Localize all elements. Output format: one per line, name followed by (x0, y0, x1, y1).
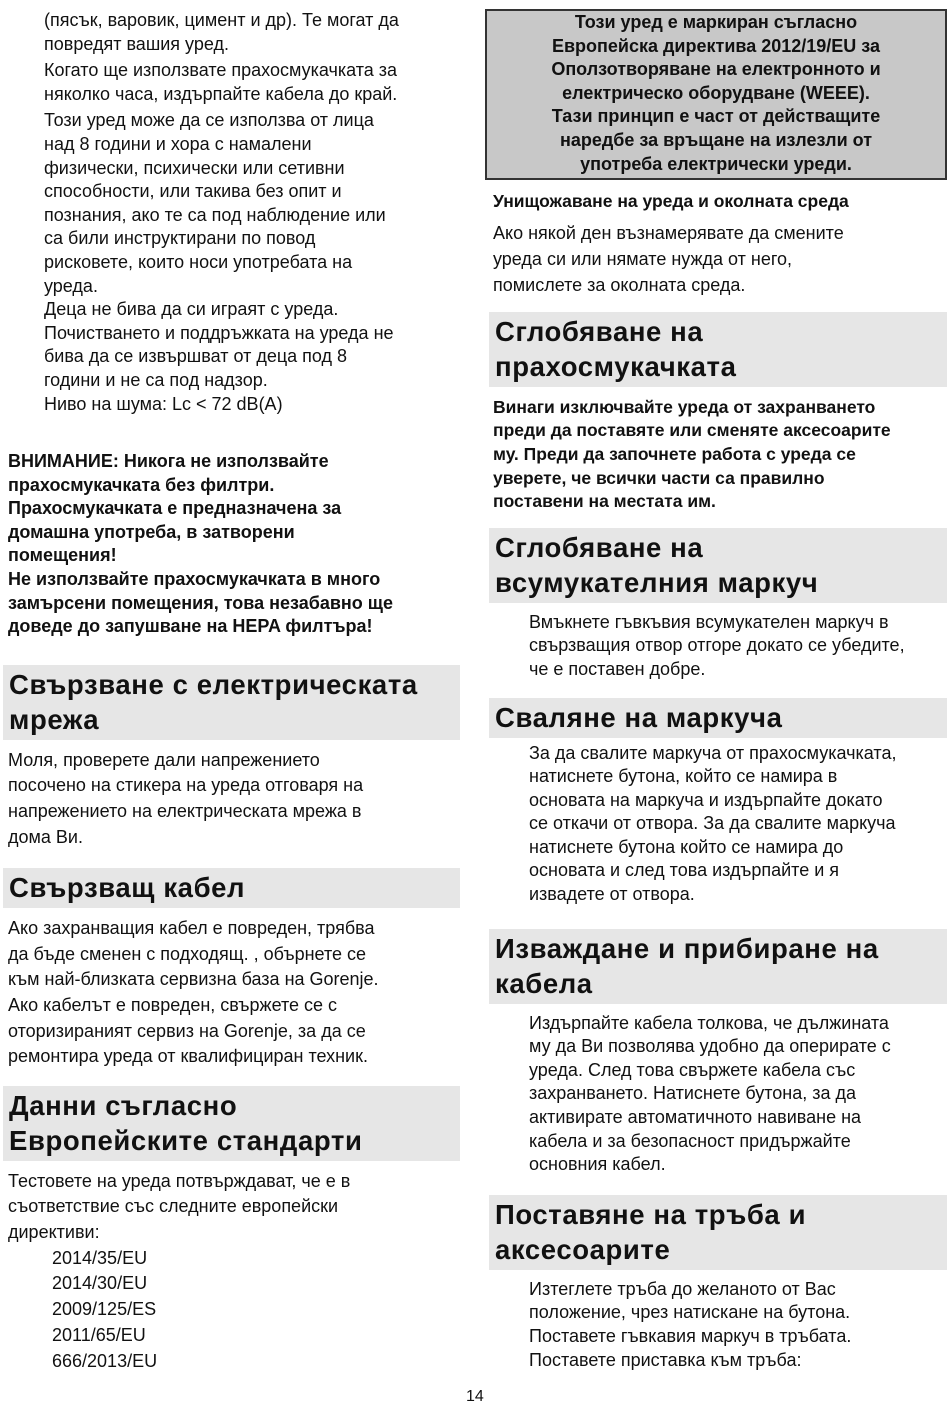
directive-item: 666/2013/EU (52, 1350, 158, 1371)
heading-cable-rewind: Изваждане и прибиране на кабела (489, 929, 947, 1004)
noise-level: Ниво на шума: Lc < 72 dB(A) (44, 393, 283, 414)
weee-box: Този уред е маркиран съгласно Европейска директива 2012/19/EU за Оползотворяване на електронното и електрическо оборудване (WEEE). Тази принцип е част от действащите наредбе за връщане на излезли от употреба електрически уреди. (485, 9, 947, 180)
assembly-paragraph: Винаги изключвайте уреда от захранването преди да поставяте или сменяте аксесоарите му. Преди да започнете работа с уреда се уверете, че всички части са правилно поставени на местата им. (493, 396, 891, 512)
heading-mains: Свързване с електрическата мрежа (3, 665, 460, 740)
hose-paragraph: Вмъкнете гъвкъвия всумукателен маркуч в свързващия отвор отгоре докато се убедите, че е поставен добре. (529, 611, 905, 679)
warning-block: ВНИМАНИЕ: Никога не използвайте прахосмукачката без филтри. Прахосмукачката е предназначена за домашна употреба, в затворени помещения! Не използвайте прахосмукачката в много замърсени помещения, това незабавно ще доведе до запушване на HEPA филтъра! (8, 451, 393, 637)
directive-item: 2014/35/EU (52, 1247, 148, 1268)
left-column (0, 0, 462, 1375)
heading-eu-standards: Данни съгласно Европейските стандарти (3, 1086, 460, 1161)
heading-cable: Свързващ кабел (3, 868, 460, 908)
directive-item: 2011/65/EU (52, 1324, 146, 1345)
disposal-title: Унищожаване на уреда и околната среда (493, 191, 849, 212)
cable-paragraph: Ако захранващия кабел е повреден, трябва да бъде сменен с подходящ. , обърнете се към най-близката сервизна база на Gorenje. Ако кабелът е повреден, свържете се с оторизираният сервиз на Gorenje, за да се ремонтира уреда от квалифициран техник. (8, 918, 379, 1067)
persons-paragraph: Този уред може да се използва от лица над 8 години и хора с намалени физически, психически или сетивни способности, или такива без опит и познания, ако те са под наблюдение или са били инструктирани по повод рисковете, които носи употребата на уреда. Деца не бива да си играят с уреда. Почистването и поддръжката на уреда не бива да се извършват от деца под 8 години и не са под надзор. Ниво на шума: Lc < 72 dB(A) (0, 109, 462, 416)
disposal-paragraph: Ако някой ден възнамерявате да смените уреда си или нямате нужда от него, помислете за околната среда. (493, 222, 844, 295)
heading-assembly: Сглобяване на прахосмукачката (489, 312, 947, 387)
remove-paragraph: За да свалите маркуча от прахосмукачката, натиснете бутона, който се намира в основата на маркуча и издърпайте докато се откачи от отвора. За да свалите маркуча натиснете бутона който се намира до основата и след това издърпайте и я извадете от отвора. (529, 742, 897, 905)
cable-rewind-paragraph: Издърпайте кабела толкова, че дължината му да Ви позволява удобно да оперирате с уреда. След това свържете кабела със захранването. Натиснете бутона, за да активирате автоматичното навиване на кабела и за безопасност придържайте основния кабел. (529, 1012, 891, 1175)
heading-remove-hose: Сваляне на маркуча (489, 698, 947, 738)
intro-paragraph: (пясък, варовик, цимент и др). Те могат да повредят вашия уред. (44, 10, 399, 54)
directive-item: 2014/30/EU (52, 1273, 148, 1294)
mains-paragraph: Моля, проверете дали напрежението посочено на стикера на уреда отговаря на напрежението на електрическата мрежа в дома Ви. (8, 749, 364, 847)
directives-list (0, 1246, 462, 1375)
right-column (485, 0, 947, 1372)
directive-item: 2009/125/ES (52, 1299, 157, 1320)
heading-hose: Сглобяване на всумукателния маркуч (489, 528, 947, 603)
tube-paragraph: Изтеглете тръба до желаното от Вас положение, чрез натискане на бутона. Поставете гъвкавия маркуч в тръбата. Поставете приставка към тръба: (529, 1278, 852, 1370)
eu-paragraph: Тестовете на уреда потвърждават, че е в съответствие със следните европейски директиви: (8, 1170, 351, 1242)
page-number: 14 (466, 1388, 484, 1405)
heading-tube: Поставяне на тръба и аксесоарите (489, 1195, 947, 1270)
cable-pull-paragraph: Когато ще използвате прахосмукачката за няколко часа, издърпайте кабела до край. (44, 60, 398, 104)
